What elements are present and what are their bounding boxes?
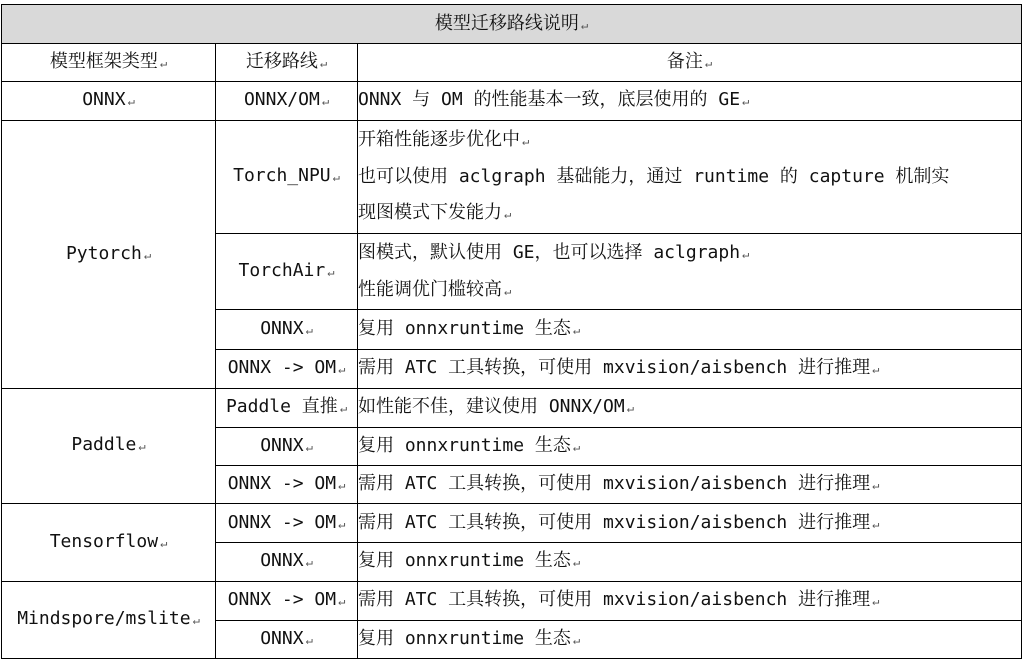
route-label: TorchAir <box>238 260 326 282</box>
note-line: 也可以使用 aclgraph 基础能力，通过 runtime 的 capture 机制实 <box>358 165 950 187</box>
notes-cell <box>358 427 1022 465</box>
table-row <box>2 504 1022 543</box>
table-row <box>2 120 1022 234</box>
framework-cell: Tensorflow ↵ <box>2 504 216 581</box>
note-line: 开箱性能逐步优化中 ↵ <box>358 128 530 150</box>
header-notes: 备注 ↵ <box>358 44 1022 82</box>
route-cell: ONNX ↵ <box>216 620 358 658</box>
framework-label: Mindspore/mslite <box>17 608 191 630</box>
table-row <box>2 581 1022 620</box>
header-row <box>2 44 1022 82</box>
framework-cell: Pytorch ↵ <box>2 120 216 388</box>
note-line: 需用 ATC 工具转换，可使用 mxvision/aisbench 进行推理 ↵ <box>358 511 880 533</box>
notes-cell <box>358 620 1022 658</box>
route-cell: TorchAir ↵ <box>216 234 358 310</box>
notes-cell <box>358 82 1022 120</box>
framework-label: Tensorflow <box>49 530 159 552</box>
route-cell: Paddle 直推 ↵ <box>216 388 358 427</box>
framework-label: ONNX <box>82 89 126 111</box>
route-cell: ONNX ↵ <box>216 427 358 465</box>
framework-cell: ONNX ↵ <box>2 82 216 120</box>
table-title-cell: 模型迁移路线说明 ↵ <box>2 5 1022 44</box>
note-line: 性能调优门槛较高 ↵ <box>358 278 512 300</box>
route-label: ONNX -> OM <box>227 511 337 533</box>
notes-cell <box>358 543 1022 581</box>
route-cell: ONNX ↵ <box>216 310 358 349</box>
route-label: ONNX -> OM <box>227 357 337 379</box>
notes-cell <box>358 349 1022 388</box>
table-row <box>2 82 1022 120</box>
route-label: ONNX -> OM <box>227 589 337 611</box>
route-cell: ONNX/OM ↵ <box>216 82 358 120</box>
note-line: 复用 onnxruntime 生态 ↵ <box>358 550 581 572</box>
notes-cell <box>358 234 1022 310</box>
migration-table <box>1 4 1022 659</box>
header-route: 迁移路线 ↵ <box>216 44 358 82</box>
route-cell: ONNX -> OM ↵ <box>216 349 358 388</box>
notes-cell <box>358 466 1022 504</box>
note-line: 需用 ATC 工具转换，可使用 mxvision/aisbench 进行推理 ↵ <box>358 589 880 611</box>
framework-label: Paddle <box>71 434 137 456</box>
route-cell: ONNX -> OM ↵ <box>216 504 358 543</box>
notes-cell <box>358 581 1022 620</box>
route-label: ONNX <box>260 317 304 339</box>
table-row <box>2 388 1022 427</box>
route-label: ONNX/OM <box>243 89 320 111</box>
route-cell: ONNX ↵ <box>216 543 358 581</box>
route-label: ONNX <box>260 550 304 572</box>
note-line: ONNX 与 OM 的性能基本一致，底层使用的 GE ↵ <box>358 89 750 111</box>
route-label: ONNX -> OM <box>227 473 337 495</box>
note-line: 复用 onnxruntime 生态 ↵ <box>358 434 581 456</box>
note-line: 需用 ATC 工具转换，可使用 mxvision/aisbench 进行推理 ↵ <box>358 357 880 379</box>
route-cell: ONNX -> OM ↵ <box>216 581 358 620</box>
table-title: 模型迁移路线说明 <box>434 12 579 34</box>
route-label: ONNX <box>260 434 304 456</box>
note-line: 需用 ATC 工具转换，可使用 mxvision/aisbench 进行推理 ↵ <box>358 473 880 495</box>
note-line: 图模式，默认使用 GE，也可以选择 aclgraph ↵ <box>358 241 750 263</box>
route-cell: ONNX -> OM ↵ <box>216 466 358 504</box>
notes-cell <box>358 504 1022 543</box>
route-label: Torch_NPU <box>233 165 331 187</box>
note-line: 复用 onnxruntime 生态 ↵ <box>358 317 581 339</box>
note-line: 复用 onnxruntime 生态 ↵ <box>358 627 581 649</box>
note-line: 现图模式下发能力 ↵ <box>358 201 512 223</box>
notes-cell <box>358 310 1022 349</box>
notes-cell <box>358 120 1022 234</box>
route-label: Paddle 直推 <box>225 396 338 418</box>
route-label: ONNX <box>260 627 304 649</box>
note-line: 如性能不佳，建议使用 ONNX/OM ↵ <box>358 396 634 418</box>
notes-cell <box>358 388 1022 427</box>
table-body <box>2 82 1022 659</box>
framework-cell: Paddle ↵ <box>2 388 216 504</box>
framework-label: Pytorch <box>65 242 142 264</box>
route-cell: Torch_NPU ↵ <box>216 120 358 234</box>
header-framework: 模型框架类型 ↵ <box>2 44 216 82</box>
framework-cell: Mindspore/mslite ↵ <box>2 581 216 658</box>
